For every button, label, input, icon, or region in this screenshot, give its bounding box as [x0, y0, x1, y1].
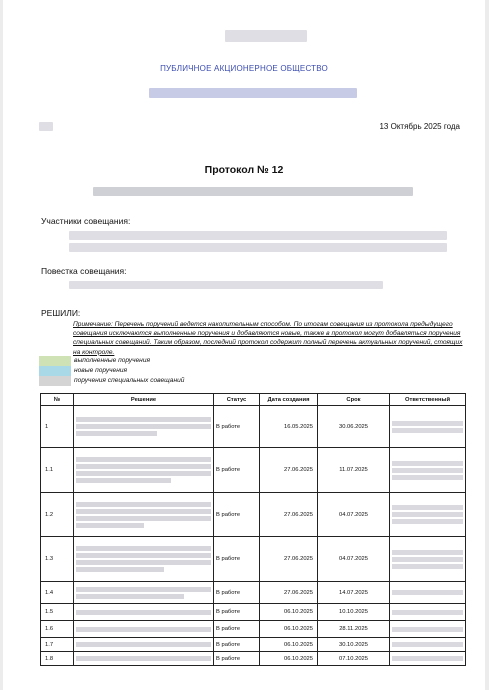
- legend-swatch: [39, 356, 71, 366]
- row-due: 30.06.2025: [318, 406, 390, 448]
- row-due: 28.11.2025: [318, 621, 390, 638]
- legend-label: выполненные поручения: [74, 357, 151, 364]
- redacted-decision: [74, 582, 214, 604]
- row-created: 27.06.2025: [260, 537, 318, 582]
- table-row: [41, 582, 466, 604]
- row-num: 1.7: [41, 638, 74, 652]
- redacted-city: [39, 122, 53, 131]
- redacted-decision: [74, 537, 214, 582]
- legend-new: [39, 366, 459, 376]
- row-num: 1.5: [41, 604, 74, 621]
- protocol-title: Протокол № 12: [204, 164, 284, 176]
- redacted-responsible: [390, 604, 466, 621]
- redacted-decision: [74, 493, 214, 537]
- row-due: 14.07.2025: [318, 582, 390, 604]
- redacted-responsible: [390, 493, 466, 537]
- table-row: [41, 652, 466, 666]
- document-page: [3, 0, 485, 690]
- row-due: 04.07.2025: [318, 493, 390, 537]
- row-created: 27.06.2025: [260, 493, 318, 537]
- organization-name: ПУБЛИЧНОЕ АКЦИОНЕРНОЕ ОБЩЕСТВО: [160, 64, 328, 73]
- redacted-agenda: [69, 281, 383, 289]
- row-created: 27.06.2025: [260, 448, 318, 493]
- legend-completed: [39, 356, 459, 366]
- redacted-logo: [225, 30, 307, 42]
- redacted-participants: [69, 243, 447, 252]
- legend-label: новые поручения: [74, 367, 128, 374]
- header-responsible: Ответственный: [390, 394, 466, 406]
- redacted-decision: [74, 604, 214, 621]
- document-date: 13 Октябрь 2025 года: [379, 122, 460, 131]
- header-num: №: [41, 394, 74, 406]
- row-num: 1.2: [41, 493, 74, 537]
- row-status: В работе: [214, 621, 260, 638]
- redacted-responsible: [390, 537, 466, 582]
- header-decision: Решение: [74, 394, 214, 406]
- header-created: Дата создания: [260, 394, 318, 406]
- row-due: 30.10.2025: [318, 638, 390, 652]
- table-row: [41, 406, 466, 448]
- table-row: [41, 448, 466, 493]
- redacted-decision: [74, 406, 214, 448]
- header-status: Статус: [214, 394, 260, 406]
- row-status: В работе: [214, 638, 260, 652]
- redacted-company-name: [149, 88, 357, 98]
- row-due: 07.10.2025: [318, 652, 390, 666]
- redacted-decision: [74, 448, 214, 493]
- row-due: 04.07.2025: [318, 537, 390, 582]
- redacted-responsible: [390, 652, 466, 666]
- row-created: 06.10.2025: [260, 638, 318, 652]
- row-status: В работе: [214, 604, 260, 621]
- participants-label: Участники совещания:: [41, 216, 131, 226]
- row-num: 1.8: [41, 652, 74, 666]
- row-created: 16.05.2025: [260, 406, 318, 448]
- redacted-responsible: [390, 448, 466, 493]
- redacted-decision: [74, 621, 214, 638]
- redacted-subtitle: [93, 187, 413, 196]
- legend-label: поручения специальных совещаний: [74, 377, 185, 384]
- legend-swatch: [39, 366, 71, 376]
- redacted-responsible: [390, 638, 466, 652]
- row-created: 27.06.2025: [260, 582, 318, 604]
- redacted-decision: [74, 638, 214, 652]
- row-num: 1: [41, 406, 74, 448]
- row-status: В работе: [214, 406, 260, 448]
- row-status: В работе: [214, 493, 260, 537]
- row-status: В работе: [214, 652, 260, 666]
- row-status: В работе: [214, 582, 260, 604]
- redacted-participants: [69, 231, 447, 240]
- row-num: 1.3: [41, 537, 74, 582]
- table-header-row: [41, 394, 466, 406]
- legend-special: [39, 376, 459, 386]
- redacted-responsible: [390, 582, 466, 604]
- header-due: Срок: [318, 394, 390, 406]
- row-num: 1.1: [41, 448, 74, 493]
- redacted-decision: [74, 652, 214, 666]
- legend-swatch: [39, 376, 71, 386]
- row-status: В работе: [214, 448, 260, 493]
- table-row: [41, 604, 466, 621]
- decided-label: РЕШИЛИ:: [41, 308, 81, 318]
- table-row: [41, 638, 466, 652]
- table-row: [41, 537, 466, 582]
- row-created: 06.10.2025: [260, 604, 318, 621]
- note-text: Примечание: Перечень поручений ведется накопительным способом. По итогам совещания из протокола предыдущего совещания исключаются выполненные поручения и добавляются новые, также в протокол могут добавляться поручения специальных совещаний. Таким образом, последний протокол содержит полный перечень актуальных поручений, стоящих на контроле.: [73, 321, 463, 356]
- row-created: 06.10.2025: [260, 652, 318, 666]
- agenda-label: Повестка совещания:: [41, 266, 127, 276]
- row-num: 1.4: [41, 582, 74, 604]
- table-row: [41, 621, 466, 638]
- table-row: [41, 493, 466, 537]
- row-status: В работе: [214, 537, 260, 582]
- row-num: 1.6: [41, 621, 74, 638]
- decisions-table: [40, 393, 466, 666]
- row-created: 06.10.2025: [260, 621, 318, 638]
- redacted-responsible: [390, 406, 466, 448]
- row-due: 11.07.2025: [318, 448, 390, 493]
- redacted-responsible: [390, 621, 466, 638]
- row-due: 10.10.2025: [318, 604, 390, 621]
